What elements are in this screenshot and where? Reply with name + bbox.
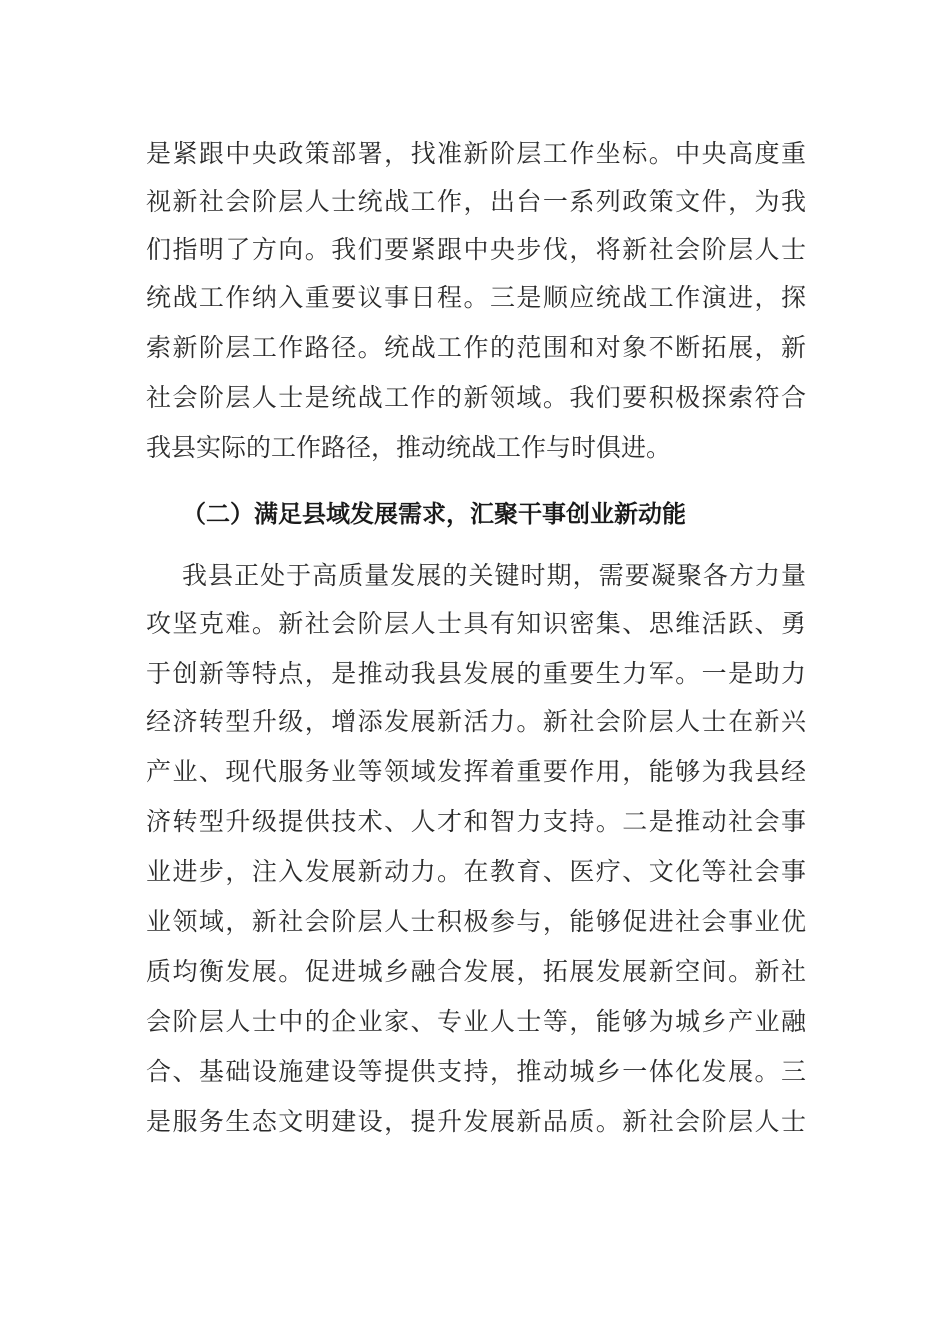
- paragraph-2-line-8: 业领域，新社会阶层人士积极参与，能够促进社会事业优: [146, 907, 806, 936]
- paragraph-2-line-1: 我县正处于高质量发展的关键时期，需要凝聚各方力量: [182, 561, 806, 590]
- paragraph-1-line-1: 是紧跟中央政策部署，找准新阶层工作坐标。中央高度重: [146, 139, 806, 168]
- paragraph-2-line-7: 业进步，注入发展新动力。在教育、医疗、文化等社会事: [146, 857, 806, 886]
- paragraph-2-line-11: 合、基础设施建设等提供支持，推动城乡一体化发展。三: [146, 1057, 806, 1086]
- paragraph-2-line-10: 会阶层人士中的企业家、专业人士等，能够为城乡产业融: [146, 1007, 806, 1036]
- paragraph-2-line-9: 质均衡发展。促进城乡融合发展，拓展发展新空间。新社: [146, 957, 806, 986]
- paragraph-2-line-6: 济转型升级提供技术、人才和智力支持。二是推动社会事: [146, 807, 806, 836]
- paragraph-2-line-3: 于创新等特点，是推动我县发展的重要生力军。一是助力: [146, 659, 806, 688]
- paragraph-2-line-5: 产业、现代服务业等领域发挥着重要作用，能够为我县经: [146, 757, 806, 786]
- paragraph-2-line-12: 是服务生态文明建设，提升发展新品质。新社会阶层人士: [146, 1107, 806, 1136]
- section-heading: （二）满足县域发展需求，汇聚干事创业新动能: [182, 500, 686, 528]
- paragraph-1-line-7: 我县实际的工作路径，推动统战工作与时俱进。: [146, 433, 672, 462]
- paragraph-1-line-5: 索新阶层工作路径。统战工作的范围和对象不断拓展，新: [146, 333, 806, 362]
- paragraph-2-line-2: 攻坚克难。新社会阶层人士具有知识密集、思维活跃、勇: [146, 609, 806, 638]
- paragraph-1-line-4: 统战工作纳入重要议事日程。三是顺应统战工作演进，探: [146, 283, 806, 312]
- paragraph-1-line-3: 们指明了方向。我们要紧跟中央步伐，将新社会阶层人士: [146, 235, 806, 264]
- paragraph-1-line-6: 社会阶层人士是统战工作的新领域。我们要积极探索符合: [146, 383, 806, 412]
- paragraph-1-line-2: 视新社会阶层人士统战工作，出台一系列政策文件，为我: [146, 187, 806, 216]
- paragraph-2-line-4: 经济转型升级，增添发展新活力。新社会阶层人士在新兴: [146, 707, 806, 736]
